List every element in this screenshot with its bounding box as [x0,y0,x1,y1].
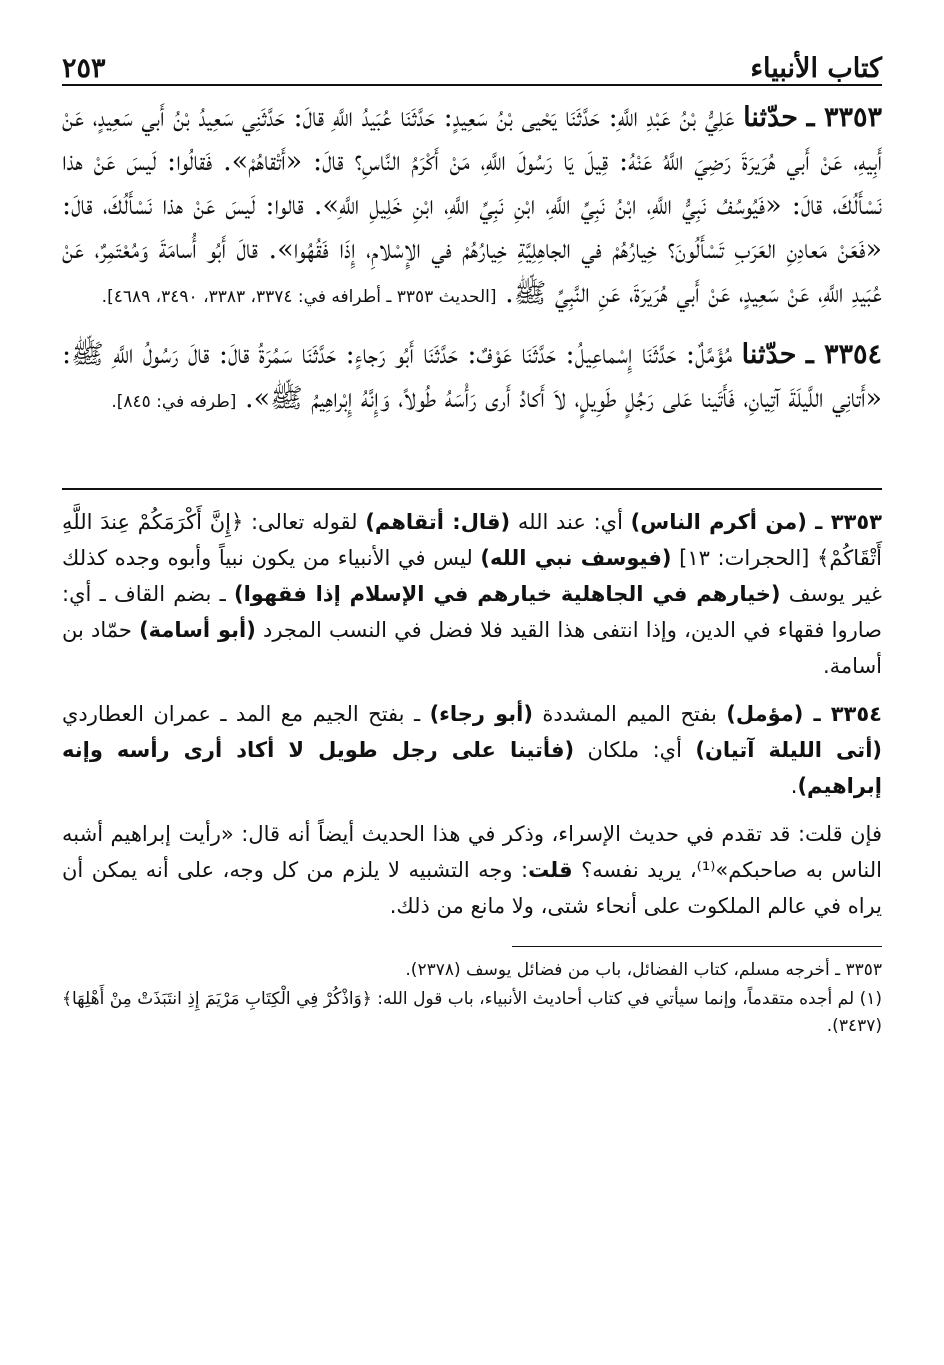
commentary-quote: (أبو رجاء) [429,702,533,726]
commentary-quote: (أبو أسامة) [139,618,256,642]
hadith-lead: حدّثنا [741,339,797,370]
commentary-text: أي: ملكان [574,738,696,762]
hadith-3353 [62,96,882,319]
commentary-text: ـ بفتح الجيم مع المد ـ عمران العطاردي [62,702,430,726]
header-rule [62,84,882,86]
commentary-number: ٣٣٥٤ ـ [803,702,882,726]
commentary-quote: (فيوسف نبي الله) [480,546,672,570]
hadith-number: ٣٣٥٤ ـ [805,339,882,370]
page-header [62,40,882,84]
hadith-3354 [62,333,882,424]
commentary-paragraph [62,696,882,804]
commentary-quote: قلت [528,858,573,882]
commentary-text: أي: عند الله [510,510,631,534]
hadith-cross-reference: [الحديث ٣٣٥٣ ـ أطرافه في: ٣٣٧٤، ٣٣٨٣، ٣٤٩٠، ٤٦٨٩]. [101,287,497,307]
footnote: (١) لم أجده متقدماً، وإنما سيأتي في كتاب أحاديث الأنبياء، باب قول الله: ﴿وَاذْكُرْ فِي الْكِتَابِ مَرْيَمَ إِذِ انتَبَذَتْ مِنْ أَهْلِهَا﴾ (٣٤٣٧). [62,989,882,1036]
hadith-text: مُؤَمَّلٌ: حَدَّثَنَا إِسْماعِيلُ: حَدَّثَنَا عَوْفٌ: حَدَّثَنَا أَبُو رَجاءٍ: حَدَّثَنَا سَمُرَةُ قالَ: قالَ رَسُولُ اللَّهِ ﷺ: «أَتانِي اللَّيلَةَ آتِيانِ، فَأَتَينا عَلى رَجُلٍ طَوِيلٍ، لاَ أَكادُ أَرى رَأْسَهُ طُولاً، وَإِنَّهُ إِبْراهِيمُ ﷺ». [62,339,882,414]
commentary-text: بفتح الميم المشددة [532,702,727,726]
footnote: ٣٣٥٣ ـ أخرجه مسلم، كتاب الفضائل، باب من فضائل يوسف (٢٣٧٨). [405,960,882,980]
page-number: ٢٥٣ [62,53,106,84]
commentary-number: ٣٣٥٣ ـ [806,510,882,534]
hadith-lead: حدّثنا [743,102,798,133]
commentary-text: فإن قلت: قد تقدم في حديث الإسراء، وذكر في هذا الحديث أيضاً أنه قال: «رأيت إبراهيم أشبه الناس به صاحبكم»⁽¹⁾، يريد نفسه؟ [62,822,883,882]
commentary-quote: (قال: أتقاهم) [365,510,511,534]
commentary-section [62,504,882,924]
book-page [62,40,882,1042]
hadith-text: عَلِيُّ بْنُ عَبْدِ اللَّهِ: حَدَّثَنَا يَحْيى بْنُ سَعِيدٍ: حَدَّثَنَا عُبَيدُ اللَّهِ قالَ: حَدَّثَنِي سَعِيدُ بْنُ أَبي سَعِيدٍ، عَنْ أَبِيهِ، عَنْ أَبي هُرَيرَةَ رَضِيَ اللَّهُ عَنْهُ: قِيلَ يَا رَسُولَ اللَّهِ، مَنْ أَكْرَمُ النَّاسِ؟ قالَ: «أَتْقاهُمْ». فَقالُوا: لَيسَ عَنْ هذا نَسْأَلُكَ، قالَ: «فَيُوسُفُ نَبِيُّ اللَّهِ، ابْنُ نَبِيِّ اللَّهِ، ابْنِ نَبِيِّ اللَّهِ، ابْنِ خَلِيلِ اللَّهِ». قالوا: لَيسَ عَنْ هذا نَسْأَلُكَ، قالَ: «فَعَنْ مَعادِنِ العَرَبِ تَسْأَلُونَ؟ خِيارُهُمْ في الجاهِلِيَّةِ خِيارُهُمْ في الإِسْلامِ، إِذَا فَقُهُوا». قالَ أَبُو أُسامَةَ وَمُعْتَمِرٌ، عَنْ عُبَيدِ اللَّهِ، عَنْ سَعِيدٍ، عَنْ أَبي هُرَيرَةَ، عَنِ النَّبِيِّ ﷺ. [62,102,882,309]
commentary-quote: (مؤمل) [726,702,804,726]
footnote-rule [512,946,882,947]
commentary-text: : وجه التشبيه لا يلزم من كل وجه، على أنه يمكن أن يراه في عالم الملكوت على أنحاء شتى، ولا مانع من ذلك. [62,858,882,918]
commentary-text: . [790,774,798,798]
commentary-text: حمّاد بن أسامة. [62,618,882,678]
commentary-quote: (فأتينا على رجل طويل لا أكاد أرى رأسه وإنه إبراهيم) [62,738,882,798]
hadith-cross-reference: [طرفه في: ٨٤٥]. [111,392,237,412]
commentary-quote: (خيارهم في الجاهلية خيارهم في الإسلام إذا فقهوا) [234,582,781,606]
commentary-quote: (من أكرم الناس) [630,510,807,534]
commentary-paragraph [62,504,882,684]
commentary-text: ـ بضم القاف ـ أي: صاروا فقهاء في الدين، وإذا انتفى هذا القيد فلا فضل في النسب المجرد [62,582,882,642]
commentary-text: لقوله تعالى: ﴿إِنَّ أَكْرَمَكُمْ عِندَ اللَّهِ أَتْقَاكُمْ﴾ [الحجرات: ١٣] [62,510,882,570]
commentary-paragraph [62,816,882,924]
hadith-number: ٣٣٥٣ ـ [806,102,882,133]
commentary-quote: (أتى الليلة آتيان) [695,738,882,762]
book-title: كتاب الأنبياء [750,53,882,84]
commentary-rule [62,488,882,490]
commentary-text: ليس في الأنبياء من يكون نبياً وأبوه وجده كذلك غير يوسف [62,546,882,606]
